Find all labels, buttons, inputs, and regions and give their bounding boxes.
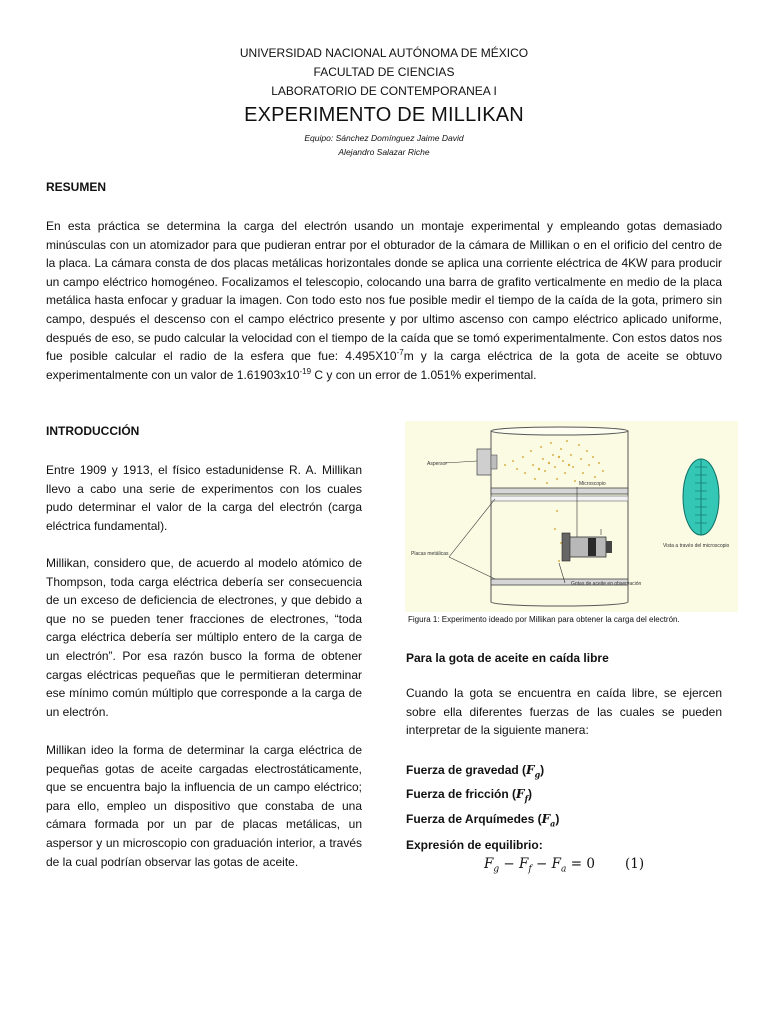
- resumen-text: [46, 217, 722, 384]
- microscope: [568, 537, 606, 557]
- label-vista: Vista a través del microscopio: [663, 543, 730, 549]
- introduccion-heading: INTRODUCCIÓN: [46, 424, 140, 438]
- resumen-heading: RESUMEN: [46, 180, 107, 194]
- atomizer-body: [477, 449, 491, 475]
- label-aspersor: Aspersor: [427, 461, 448, 467]
- resumen-text-main: En esta práctica se determina la carga del electrón usando un montaje experimental y empleando gotas demasiado minúsculas con un atomizador para que pudieran entrar por el obturador de la cámara de Millikan o en el orificio del centro de la placa. La cámara consta de dos placas metálicas horizontales donde se aplica una corriente eléctrica de 4KW para producir un campo eléctrico homogéneo. Focalizamos el telescopio, colocando una barra de grafito verticalmente en medio de la placa metálica hasta enfocar y graduar la imagen. Con todo esto nos fue posible medir el tiempo de la caída de la gota, primero sin campo, después el descenso con el campo eléctrico presente y por ultimo ascenso con campo eléctrico aplicado uniforme, después de eso, se pudo calcular la velocidad con el tiempo de la caída que se tomó experimentalmente. Con estos datos nos fue posible calcular el radio de la esfera que fue: 4.495X10: [46, 219, 722, 364]
- apparatus-diagram: [405, 421, 738, 612]
- force-gravity: Fuerza de gravedad $(F_g)$: [406, 763, 545, 780]
- lab-name: LABORATORIO DE CONTEMPORANEA I: [271, 84, 497, 98]
- intro-paragraph-2: Millikan, considero que, de acuerdo al modelo atómico de Thompson, toda carga eléctrica debería ser consecuencia de un exceso de deficiencia de electrones, y que debido a que no se pueden tener fracciones de electrones, “toda carga eléctrica debería ser múltiplo entero de la carga de un electrón”. Por esa razón busco la forma de obtener cargas eléctricas pequeñas que le permitieran determinar ese mínimo común múltiplo que corresponde a la carga de un electrón.: [46, 556, 362, 719]
- second-author: Alejandro Salazar Riche: [338, 147, 430, 157]
- paper-title: EXPERIMENTO DE MILLIKAN: [244, 104, 524, 126]
- upper-plate: [491, 488, 628, 494]
- intro-paragraph-1: Entre 1909 y 1913, el físico estadunidense R. A. Millikan llevo a cabo una serie de experimentos con los cuales pudo determinar el valor de la carga del electrón (carga eléctrica fundamental).: [46, 463, 362, 533]
- force-friction: Fuerza de fricción $(F_f)$: [406, 787, 533, 804]
- label-gotas: Gotas de aceite en observación: [571, 581, 642, 587]
- figure-caption: Figura 1: Experimento ideado por Millikan para obtener la carga del electrón.: [408, 615, 680, 624]
- faculty-name: FACULTAD DE CIENCIAS: [313, 65, 455, 79]
- team-authors: Equipo: Sánchez Domínguez Jaime David: [304, 133, 464, 143]
- resumen-text-mid: m y la carga eléctrica de la gota de aceite se obtuvo experimentalmente con un valor de 1.61903x10: [46, 349, 722, 382]
- label-microscopio: Microscopio: [579, 481, 606, 487]
- forces-list: [406, 760, 559, 833]
- equilibrium-heading: Expresión de equilibrio:: [406, 838, 543, 852]
- force-buoyancy: Fuerza de Arquímedes $(F_a)$: [406, 811, 560, 829]
- millikan-apparatus-figure: [405, 421, 738, 612]
- equation-number: (1): [625, 856, 645, 872]
- charge-exponent: -19: [299, 366, 312, 376]
- equilibrium-equation: $F_g - F_f - F_a = 0$: [484, 856, 595, 875]
- label-placas: Placas metálicas: [411, 551, 449, 557]
- upper-plate-edge: [491, 496, 628, 501]
- free-fall-subheading: Para la gota de aceite en caída libre: [406, 651, 609, 665]
- radius-exponent: -7: [396, 348, 404, 358]
- resumen-text-end: C y con un error de 1.051% experimental.: [311, 367, 537, 382]
- free-fall-paragraph: Cuando la gota se encuentra en caída libre, se ejercen sobre ella diferentes fuerzas de las cuales se pueden interpretar de la siguiente manera:: [406, 686, 722, 738]
- intro-paragraph-3: Millikan ideo la forma de determinar la carga eléctrica de pequeñas gotas de aceite cargadas electrostáticamente, que se encuentra bajo la influencia de un campo eléctrico; para ello, empleo un dispositivo que constaba de una cámara formada por un par de placas metálicas, un aspersor y un microscopio con graduación interior, a través de la cual podrían observar las gotas de aceite.: [46, 743, 362, 869]
- university-name: UNIVERSIDAD NACIONAL AUTÓNOMA DE MÉXICO: [239, 46, 529, 60]
- paper-header: [0, 44, 768, 159]
